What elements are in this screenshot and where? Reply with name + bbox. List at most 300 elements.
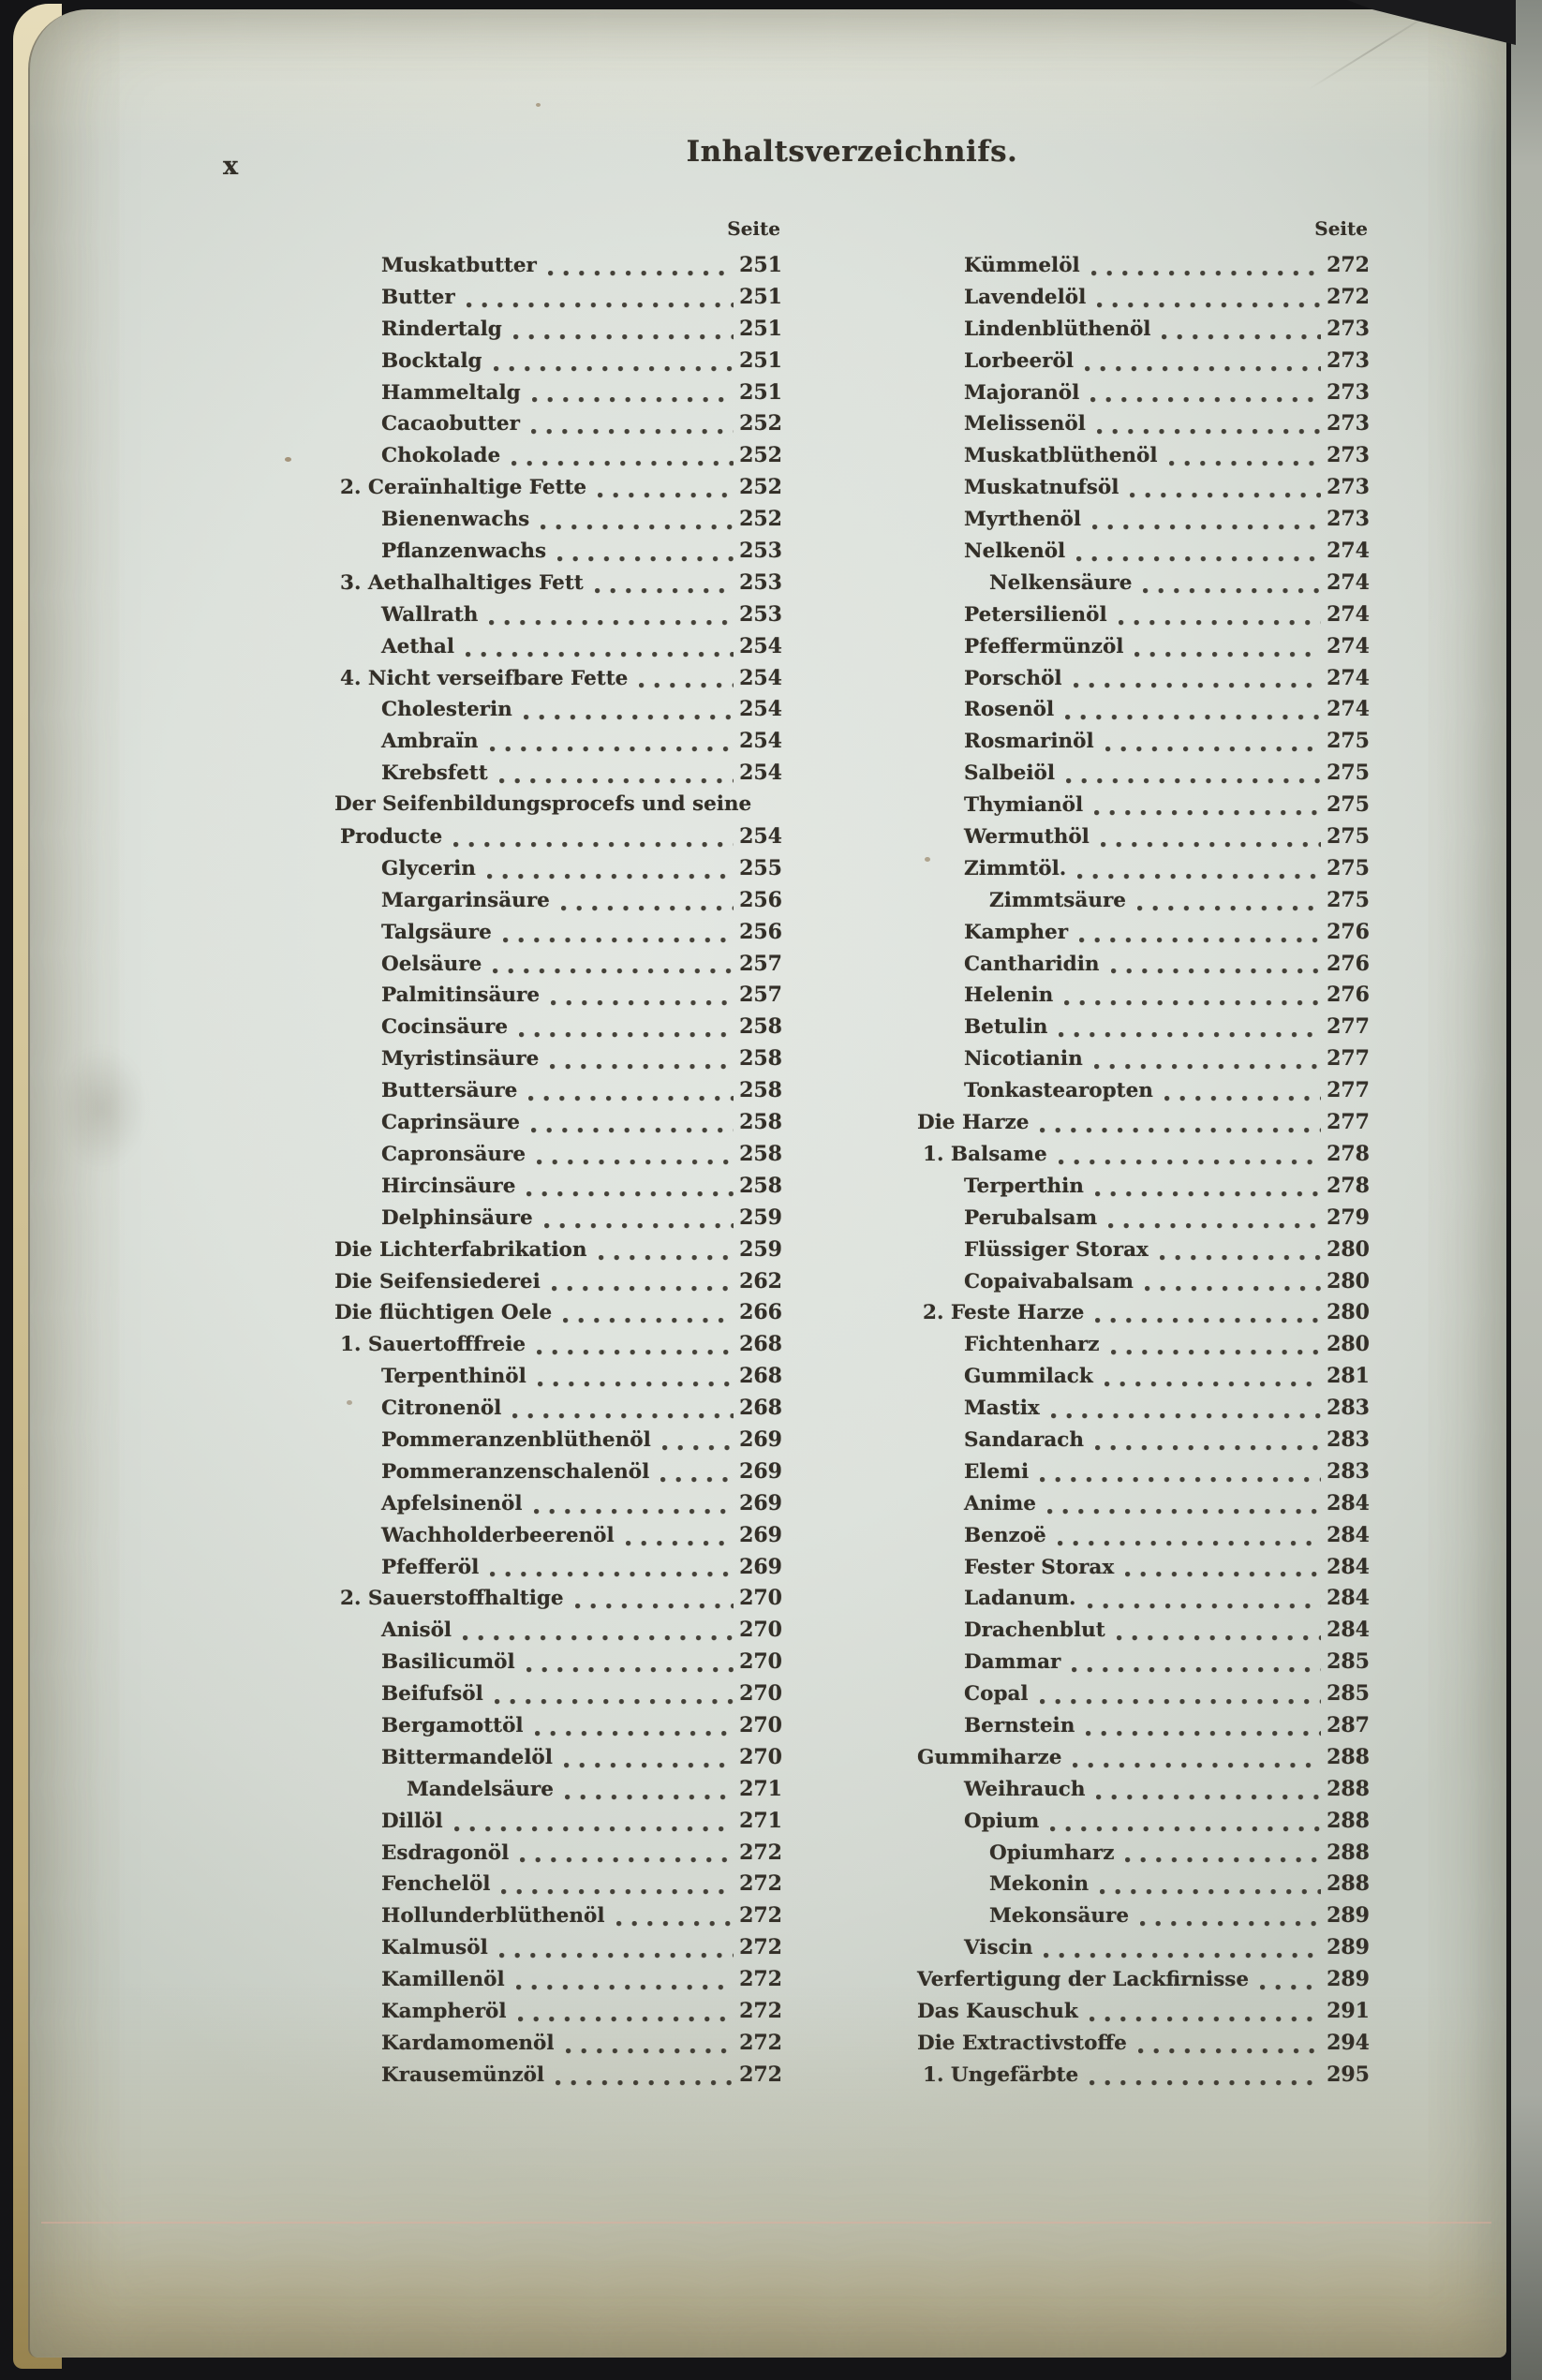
toc-entry-label: Flüssiger Storax — [964, 1237, 1149, 1262]
toc-entry — [334, 1014, 782, 1046]
dot-leader — [1115, 1618, 1321, 1649]
toc-entry — [334, 1935, 782, 1967]
toc-entry — [334, 1809, 782, 1840]
dot-leader — [1056, 1523, 1321, 1555]
toc-entry-label: Opiumharz — [989, 1840, 1115, 1865]
dot-leader — [516, 1999, 734, 2031]
toc-entry — [334, 443, 782, 475]
toc-entry-page: 274 — [1327, 569, 1370, 595]
toc-entry — [917, 507, 1370, 539]
dot-leader — [1093, 1174, 1321, 1205]
toc-entry-label: 1. Balsame — [923, 1142, 1047, 1166]
toc-entry — [334, 507, 782, 539]
toc-entry-label: Elemi — [964, 1459, 1030, 1484]
toc-entry-page: 270 — [739, 1618, 782, 1643]
toc-entry-label: Hammeltalg — [381, 380, 521, 405]
dot-leader — [1086, 1586, 1321, 1618]
toc-entry-label: Talgsäure — [381, 920, 492, 944]
toc-entry — [334, 253, 782, 285]
toc-entry-page: 276 — [1327, 919, 1370, 944]
toc-entry — [334, 317, 782, 348]
toc-entry-label: Betulin — [964, 1015, 1048, 1040]
toc-entry-page: 274 — [1327, 601, 1370, 627]
toc-entry-label: 3. Aethalhaltiges Fett — [340, 570, 584, 595]
dot-leader — [593, 570, 734, 602]
toc-entry — [334, 570, 782, 602]
toc-entry-page: 274 — [1327, 539, 1370, 564]
dot-leader — [1083, 348, 1321, 380]
dot-leader — [452, 824, 734, 856]
dot-leader — [615, 1903, 734, 1935]
toc-entry-page: 258 — [739, 1046, 782, 1072]
dot-leader — [1258, 1967, 1321, 1999]
toc-entry-label: Krausemünzöl — [381, 2062, 545, 2087]
toc-entry-page: 254 — [739, 697, 782, 722]
toc-entry-label: Fichtenharz — [964, 1333, 1100, 1357]
toc-entry-label: Die Lichterfabrikation — [334, 1237, 587, 1262]
toc-entry — [917, 1078, 1370, 1110]
toc-entry-label: Benzoë — [964, 1523, 1046, 1547]
toc-entry-label: Helenin — [964, 983, 1054, 1008]
toc-entry-page: 257 — [739, 983, 782, 1008]
toc-entry — [917, 729, 1370, 761]
toc-entry — [334, 1269, 782, 1301]
toc-entry-page: 289 — [1327, 1935, 1370, 1960]
dot-leader — [522, 697, 734, 729]
toc-entry — [334, 888, 782, 920]
toc-entry-page: 294 — [1327, 2030, 1370, 2055]
dot-leader — [1064, 761, 1321, 792]
toc-entry-page: 254 — [739, 824, 782, 850]
toc-entry — [334, 1586, 782, 1618]
toc-entry — [917, 697, 1370, 729]
dot-leader — [1092, 1046, 1321, 1078]
toc-entry-page: 251 — [739, 253, 782, 277]
toc-entry-page: 269 — [739, 1458, 782, 1484]
toc-entry — [917, 1618, 1370, 1649]
toc-entry-label: Gummiharze — [917, 1745, 1062, 1769]
toc-entry-page: 271 — [739, 1776, 782, 1801]
toc-entry — [917, 1269, 1370, 1301]
toc-entry — [334, 285, 782, 317]
dot-leader — [1143, 1269, 1321, 1301]
dot-leader — [660, 1427, 734, 1459]
dot-leader — [1057, 1142, 1321, 1174]
toc-entry — [334, 1174, 782, 1205]
dot-leader — [1138, 1903, 1321, 1935]
dot-leader — [1136, 2031, 1321, 2062]
toc-entry-page: 270 — [739, 1744, 782, 1769]
toc-entry — [917, 475, 1370, 507]
toc-entry — [334, 792, 782, 824]
toc-entry-page: 272 — [739, 1840, 782, 1865]
dot-leader — [596, 475, 734, 507]
dot-leader — [1103, 1364, 1321, 1396]
toc-column-left — [334, 217, 782, 2094]
dot-leader — [518, 1840, 734, 1872]
dot-leader — [554, 2062, 734, 2094]
toc-entry-label: Glycerin — [381, 856, 476, 880]
toc-entry — [917, 1110, 1370, 1142]
dot-leader — [492, 348, 734, 380]
dot-leader — [1123, 1555, 1321, 1587]
toc-entry-label: Hollunderblüthenöl — [381, 1904, 605, 1929]
dot-leader — [499, 1871, 734, 1903]
toc-entry — [334, 824, 782, 856]
toc-entry-page: 284 — [1327, 1522, 1370, 1547]
dot-leader — [548, 1046, 734, 1078]
dot-leader — [1158, 1237, 1321, 1269]
toc-entry-label: Cocinsäure — [381, 1015, 509, 1040]
toc-entry-page: 284 — [1327, 1618, 1370, 1643]
dot-leader — [1163, 1078, 1321, 1110]
toc-entry-label: Pfeffermünzöl — [964, 634, 1124, 658]
dot-leader — [624, 1523, 734, 1555]
toc-entry-page: 270 — [739, 1681, 782, 1707]
toc-entry-page: 269 — [739, 1490, 782, 1515]
toc-entry-page: 272 — [739, 1871, 782, 1897]
toc-entry-label: Palmitinsäure — [381, 983, 541, 1008]
dot-leader — [542, 1205, 734, 1237]
dot-leader — [497, 761, 734, 792]
toc-entry-label: Ladanum. — [964, 1587, 1076, 1611]
dot-leader — [659, 1459, 734, 1491]
toc-entry-page: 289 — [1327, 1967, 1370, 1992]
toc-entry — [334, 1332, 782, 1364]
toc-entry — [334, 729, 782, 761]
toc-entry — [917, 920, 1370, 952]
toc-entry-page: 273 — [1327, 379, 1370, 405]
dot-leader — [573, 1586, 734, 1618]
dot-leader — [556, 539, 734, 570]
toc-entry-label: Capronsäure — [381, 1142, 526, 1166]
toc-entry — [334, 1745, 782, 1777]
toc-entry-page: 272 — [739, 1967, 782, 1992]
toc-entry-label: Rosmarinöl — [964, 730, 1094, 754]
toc-entry-label: Hircinsäure — [381, 1174, 516, 1198]
toc-entry-page: 258 — [739, 1078, 782, 1103]
toc-entry-label: Mekonsäure — [989, 1904, 1130, 1929]
toc-entry-page: 275 — [1327, 855, 1370, 880]
toc-entry — [917, 1713, 1370, 1745]
toc-entry-page: 285 — [1327, 1649, 1370, 1675]
toc-entry-label: Petersilienöl — [964, 602, 1107, 627]
toc-entry-page: 283 — [1327, 1458, 1370, 1484]
dot-leader — [1045, 1491, 1321, 1523]
dot-leader — [1106, 1205, 1321, 1237]
toc-entry — [917, 348, 1370, 380]
toc-entry-page: 262 — [739, 1268, 782, 1293]
toc-entry-page: 287 — [1327, 1712, 1370, 1737]
toc-entry-label: Caprinsäure — [381, 1111, 520, 1135]
toc-entry-label: Myrthenöl — [964, 508, 1082, 532]
toc-entry-label: Kalmusöl — [381, 1936, 488, 1960]
toc-entry — [917, 634, 1370, 666]
toc-entry-page: 288 — [1327, 1776, 1370, 1801]
toc-entry-label: Beifufsöl — [381, 1682, 483, 1707]
toc-entry-page: 270 — [739, 1586, 782, 1611]
toc-entry — [334, 1967, 782, 1999]
toc-entry — [334, 697, 782, 729]
toc-entry-page: 270 — [739, 1712, 782, 1737]
toc-entry — [917, 1046, 1370, 1078]
toc-entry — [334, 1300, 782, 1332]
toc-entry — [917, 570, 1370, 602]
toc-entry-page: 273 — [1327, 347, 1370, 373]
toc-entry-page: 275 — [1327, 887, 1370, 912]
toc-entry — [917, 1967, 1370, 1999]
toc-entry-label: Das Kauschuk — [917, 1999, 1078, 2023]
toc-entry-label: Citronenöl — [381, 1397, 502, 1421]
toc-entry-label: Verfertigung der Lackfirnisse — [917, 1968, 1250, 1992]
toc-entry-page: 268 — [739, 1332, 782, 1357]
toc-entry-label: Die Harze — [917, 1111, 1030, 1135]
toc-entry-label: Muskatblüthenöl — [964, 444, 1158, 468]
toc-entry-label: Kampheröl — [381, 1999, 507, 2023]
toc-entry — [917, 1237, 1370, 1269]
toc-entry-page: 280 — [1327, 1236, 1370, 1262]
dot-leader — [559, 888, 734, 920]
toc-entry — [917, 1205, 1370, 1237]
toc-entry — [334, 1713, 782, 1745]
toc-entry — [334, 1871, 782, 1903]
toc-entry-label: Kampher — [964, 920, 1069, 944]
toc-entry-page: 273 — [1327, 411, 1370, 436]
toc-entry — [334, 1903, 782, 1935]
dot-leader — [1160, 317, 1321, 348]
dot-leader — [1088, 2062, 1321, 2094]
toc-entry-page: 274 — [1327, 633, 1370, 658]
toc-entry — [334, 952, 782, 983]
toc-entry-label: Mekonin — [989, 1872, 1090, 1897]
dot-leader — [564, 2031, 734, 2062]
toc-entry — [334, 1427, 782, 1459]
toc-entry — [334, 920, 782, 952]
toc-entry — [917, 761, 1370, 792]
dot-leader — [1088, 1999, 1321, 2031]
toc-entry — [917, 1300, 1370, 1332]
toc-entry-page: 291 — [1327, 1998, 1370, 2023]
toc-rows-left — [334, 253, 782, 2094]
toc-entry-page: 269 — [739, 1522, 782, 1547]
toc-entry-page: 258 — [739, 1014, 782, 1040]
toc-entry — [334, 1110, 782, 1142]
toc-entry-label: Chokolade — [381, 444, 501, 468]
dot-leader — [1072, 666, 1321, 698]
dot-leader — [533, 1713, 734, 1745]
dot-leader — [1038, 1459, 1321, 1491]
toc-entry — [334, 475, 782, 507]
dot-leader — [1063, 697, 1321, 729]
toc-entry-page: 277 — [1327, 1014, 1370, 1040]
dot-leader — [1038, 1681, 1321, 1713]
toc-entry-label: Cholesterin — [381, 698, 512, 722]
toc-entry-page: 269 — [739, 1427, 782, 1452]
toc-entry-label: Nelkensäure — [989, 570, 1133, 595]
toc-entry-label: 4. Nicht verseifbare Fette — [340, 666, 629, 690]
toc-entry — [334, 1205, 782, 1237]
toc-entry — [917, 1364, 1370, 1396]
toc-entry-page: 276 — [1327, 983, 1370, 1008]
toc-entry-label: 2. Feste Harze — [923, 1301, 1085, 1325]
dot-leader — [1095, 285, 1321, 317]
toc-entry — [334, 1999, 782, 2031]
toc-entry-label: Weihrauch — [964, 1777, 1086, 1801]
toc-entry-label: Cantharidin — [964, 952, 1100, 976]
toc-entry-label: Kardamomenöl — [381, 2031, 555, 2055]
toc-entry-page: 272 — [739, 2030, 782, 2055]
toc-entry-label: Copaivabalsam — [964, 1269, 1134, 1293]
dot-leader — [549, 983, 734, 1014]
toc-entry-page: 288 — [1327, 1840, 1370, 1865]
toc-entry — [917, 539, 1370, 570]
dot-leader — [1071, 1745, 1321, 1777]
toc-entry-label: Aethal — [381, 634, 455, 658]
toc-entry — [917, 1523, 1370, 1555]
toc-entry-label: Porschöl — [964, 666, 1062, 690]
toc-entry-label: 1. Ungefärbte — [923, 2062, 1079, 2087]
toc-entry-page: 252 — [739, 475, 782, 500]
toc-entry-label: Sandarach — [964, 1427, 1085, 1452]
page-title: Inhaltsverzeichnifs. — [686, 135, 1018, 169]
toc-entry-page: 254 — [739, 633, 782, 658]
toc-entry — [334, 602, 782, 634]
dot-leader — [1093, 1300, 1321, 1332]
dot-leader — [1167, 443, 1321, 475]
dot-leader — [510, 443, 734, 475]
toc-entry — [917, 443, 1370, 475]
paper-discoloration-line — [41, 2222, 1491, 2224]
dot-leader — [487, 602, 734, 634]
toc-entry-label: Gummilack — [964, 1365, 1093, 1389]
toc-entry — [334, 1364, 782, 1396]
toc-entry-label: Opium — [964, 1809, 1040, 1833]
toc-entry — [917, 1809, 1370, 1840]
toc-entry-page: 256 — [739, 887, 782, 912]
toc-entry-label: Basilicumöl — [381, 1650, 515, 1675]
dot-leader — [1128, 475, 1321, 507]
toc-entry-label: Thymianöl — [964, 793, 1084, 818]
toc-entry-label: Kamillenöl — [381, 1968, 505, 1992]
dot-leader — [1141, 570, 1321, 602]
toc-entry — [334, 1237, 782, 1269]
dot-leader — [550, 1269, 734, 1301]
dot-leader — [1042, 1935, 1321, 1967]
dot-leader — [535, 1142, 734, 1174]
toc-entry-label: Die flüchtigen Oele — [334, 1301, 553, 1325]
dot-leader — [1109, 1332, 1322, 1364]
toc-entry-label: Krebsfett — [381, 761, 488, 786]
toc-entry — [334, 2062, 782, 2094]
toc-entry-label: Drachenblut — [964, 1619, 1105, 1643]
toc-entry-label: Kümmelöl — [964, 254, 1080, 277]
dot-leader — [1075, 856, 1321, 888]
toc-entry-label: Butter — [381, 285, 455, 309]
toc-entry-label: Zimmtsäure — [989, 888, 1126, 912]
toc-entry-label: Delphinsäure — [381, 1205, 533, 1230]
toc-entry-label: Anime — [964, 1491, 1036, 1515]
toc-entry — [334, 983, 782, 1014]
dot-leader — [536, 1364, 734, 1396]
toc-entry-page: 277 — [1327, 1110, 1370, 1135]
dot-leader — [1077, 920, 1321, 952]
toc-entry-page: 280 — [1327, 1332, 1370, 1357]
toc-rows-right — [917, 253, 1370, 2094]
toc-entry-label: Lorbeeröl — [964, 348, 1075, 373]
toc-entry-label: Muskatnufsöl — [964, 476, 1119, 500]
toc-entry-page: 251 — [739, 316, 782, 341]
dot-leader — [465, 285, 734, 317]
toc-entry — [334, 761, 782, 792]
toc-entry-label: Die Seifensiederei — [334, 1269, 541, 1293]
toc-entry-label: Rindertalg — [381, 317, 502, 341]
toc-entry — [917, 1745, 1370, 1777]
toc-entry-label: Oelsäure — [381, 952, 482, 976]
toc-entry-page: 295 — [1327, 2062, 1370, 2087]
toc-entry-label: Der Seifenbildungsprocefs und seine — [334, 792, 752, 817]
dot-leader — [539, 507, 734, 539]
toc-entry-page: 272 — [1327, 284, 1370, 309]
toc-entry-label: Fester Storax — [964, 1555, 1115, 1579]
dot-leader — [530, 380, 734, 412]
toc-entry-page: 256 — [739, 919, 782, 944]
book-page-edge-right — [1511, 0, 1542, 2380]
toc-entry-page: 283 — [1327, 1396, 1370, 1421]
toc-entry — [334, 1777, 782, 1809]
dot-leader — [1135, 888, 1321, 920]
toc-entry — [917, 1396, 1370, 1427]
dot-leader — [452, 1809, 734, 1840]
dot-leader — [501, 920, 734, 952]
toc-entry-page: 266 — [739, 1300, 782, 1325]
toc-column-right — [917, 217, 1370, 2094]
paper-speck — [925, 857, 930, 862]
toc-entry-page: 258 — [739, 1110, 782, 1135]
toc-entry-page: 275 — [1327, 729, 1370, 754]
toc-entry-page: 273 — [1327, 507, 1370, 532]
toc-entry-page: 288 — [1327, 1744, 1370, 1769]
toc-entry-page: 275 — [1327, 761, 1370, 786]
toc-entry-label: Nicotianin — [964, 1047, 1083, 1072]
toc-entry-label: Zimmtöl. — [964, 856, 1067, 880]
toc-entry-page: 272 — [739, 1998, 782, 2023]
toc-entry — [917, 1903, 1370, 1935]
toc-entry-page: 268 — [739, 1364, 782, 1389]
toc-page — [28, 9, 1506, 2358]
column-header-seite: Seite — [1314, 217, 1368, 240]
toc-entry-page: 288 — [1327, 1808, 1370, 1833]
toc-entry-page: 259 — [739, 1205, 782, 1230]
dot-leader — [546, 253, 734, 285]
dot-leader — [562, 1745, 734, 1777]
dot-leader — [514, 1967, 734, 1999]
toc-entry — [334, 1459, 782, 1491]
toc-entry — [334, 1555, 782, 1587]
toc-entry-page: 269 — [739, 1554, 782, 1579]
toc-entry-label: 2. Ceraïnhaltige Fette — [340, 476, 587, 500]
toc-entry-page: 284 — [1327, 1554, 1370, 1579]
toc-entry — [334, 1618, 782, 1649]
toc-entry-page: 270 — [739, 1649, 782, 1675]
toc-entry — [917, 856, 1370, 888]
toc-entry — [917, 1840, 1370, 1872]
dot-leader — [485, 856, 734, 888]
toc-entry-label: Bocktalg — [381, 348, 482, 373]
toc-entry-page: 274 — [1327, 665, 1370, 690]
toc-entry — [917, 1142, 1370, 1174]
margin-smudge-stain — [56, 1047, 146, 1169]
toc-entry-page: 285 — [1327, 1681, 1370, 1707]
